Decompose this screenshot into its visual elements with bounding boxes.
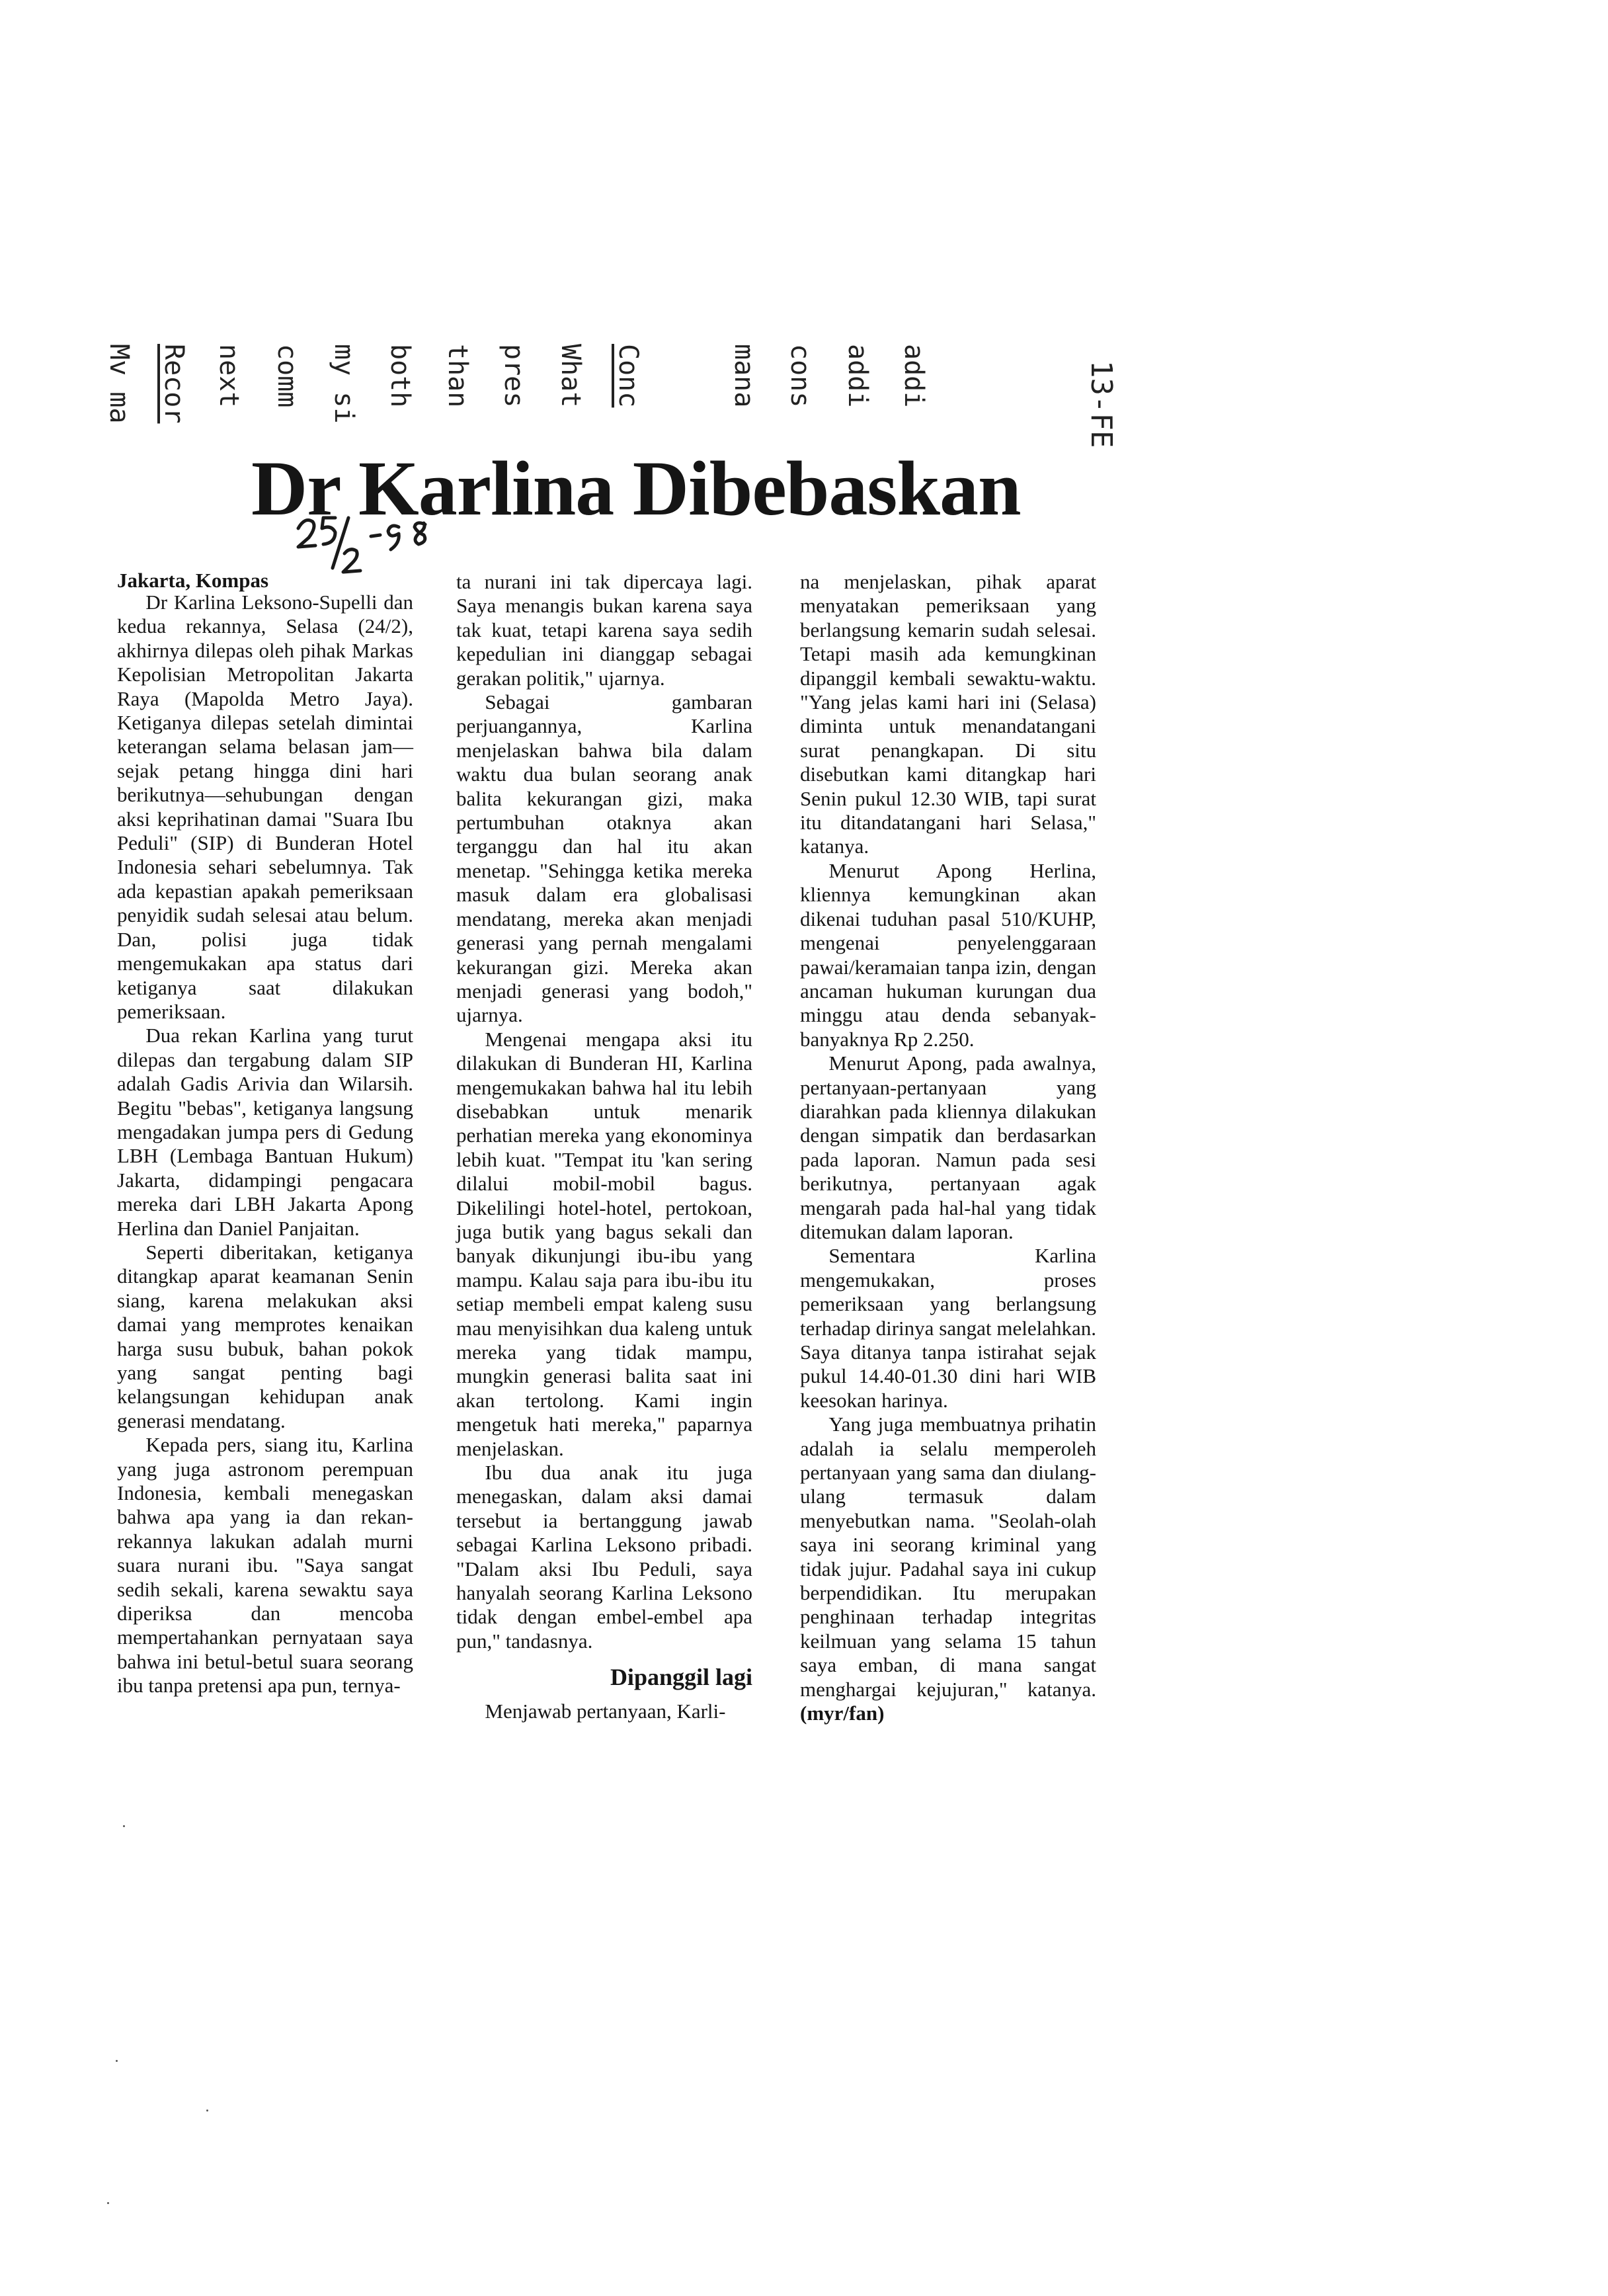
- bleed-through-strip: Conc: [613, 344, 643, 408]
- paragraph: Menurut Apong, pada awalnya, pertanyaan-pertanyaan yang diarahkan pada kliennya dilakukan dengan simpatik dan berdasarkan pada laporan. Namun pada sesi berikutnya, pertanyaan agak mengarah pada hal-hal yang tidak ditemukan dalam laporan.: [800, 1051, 1096, 1243]
- bleed-through-strip: pres: [499, 344, 529, 408]
- bleed-through-strip: comm: [272, 344, 302, 408]
- scan-speck: [116, 2060, 118, 2062]
- paragraph: Sebagai gambaran perjuangannya, Karlina menjelaskan bahwa bila dalam waktu dua bulan seorang anak balita kekurangan gizi, maka pertumbuhan otaknya akan terganggu dan hal itu akan menetap. "Sehingga ketika mereka masuk dalam era globalisasi mendatang, mereka akan menjadi generasi yang pernah mengalami kekurangan gizi. Mereka akan menjadi generasi yang bodoh," ujarnya.: [456, 690, 752, 1027]
- bleed-through-stamp: 13-FE: [1084, 360, 1118, 448]
- paragraph: Mengenai mengapa aksi itu dilakukan di Bunderan HI, Karlina mengemukakan bahwa hal itu lebih disebabkan untuk menarik perhatian mereka yang ekonominya lebih kuat. "Tempat itu 'kan sering dilalui mobil-mobil bagus. Dikelilingi hotel-hotel, pertokoan, juga butik yang bagus sekali dan banyak dikunjungi ibu-ibu yang mampu. Kalau saja para ibu-ibu itu setiap membeli empat kaleng susu mau menyisihkan dua kaleng untuk mereka yang tidak mampu, mungkin generasi balita saat ini akan tertolong. Kami ingin mengetuk hati mereka," paparnya menjelaskan.: [456, 1027, 752, 1460]
- bleed-through-strip: addi: [842, 344, 873, 408]
- paragraph: Menjawab pertanyaan, Karli-: [485, 1700, 726, 1723]
- bleed-through-strip: both: [385, 344, 415, 408]
- paragraph: [800, 1413, 1096, 1725]
- bleed-through-strip: Recor: [159, 344, 189, 424]
- article-headline: Dr Karlina Dibebaskan: [251, 445, 1021, 532]
- scan-speck: [206, 2110, 208, 2112]
- paragraph: Menurut Apong Herlina, kliennya kemungkinan akan dikenai tuduhan pasal 510/KUHP, mengenai penyelenggaraan pawai/keramaian tanpa izin, dengan ancaman hukuman kurungan dua minggu atau denda sebanyak-banyaknya Rp 2.250.: [800, 858, 1096, 1051]
- paragraph: Seperti diberitakan, ketiganya ditangkap aparat keamanan Senin siang, karena melakukan aksi damai yang memprotes kenaikan harga susu bubuk, bahan pokok yang sangat penting bagi kelangsungan kehidupan anak generasi mendatang.: [117, 1240, 413, 1432]
- paragraph: Sementara Karlina mengemukakan, proses pemeriksaan yang berlangsung terhadap dirinya sangat melelahkan. Saya ditanya tanpa istirahat sejak pukul 14.40-01.30 dini hari WIB keesokan harinya.: [800, 1244, 1096, 1412]
- paragraph: Ibu dua anak itu juga menegaskan, dalam aksi damai tersebut ia bertanggung jawab sebagai Karlina Leksono pribadi. "Dalam aksi Ibu Peduli, saya hanyalah seorang Karlina Leksono tidak dengan embel-embel apa pun," tandasnya.: [456, 1461, 752, 1653]
- bleed-through-strip: next: [214, 344, 244, 408]
- article-dateline: Jakarta, Kompas: [117, 569, 269, 592]
- bleed-through-strip: What: [555, 344, 586, 408]
- paragraph: ta nurani ini tak dipercaya lagi. Saya menangis bukan karena saya tak kuat, tetapi karena saya sedih kepedulian ini dianggap sebagai gerakan politik," ujarnya.: [456, 570, 752, 690]
- author-credit: (myr/fan): [800, 1702, 885, 1725]
- paragraph: Dua rekan Karlina yang turut dilepas dan tergabung dalam SIP adalah Gadis Arivia dan Wilarsih. Begitu "bebas", ketiganya langsung mengadakan jumpa pers di Gedung LBH (Lembaga Bantuan Hukum) Jakarta, didampingi pengacara mereka dari LBH Jakarta Apong Herlina dan Daniel Panjaitan.: [117, 1024, 413, 1240]
- bleed-through-strip: cons: [785, 344, 815, 408]
- bleed-through-strip: my si: [329, 344, 359, 424]
- scan-speck: [107, 2202, 109, 2204]
- bleed-through-strip: than: [442, 344, 473, 408]
- article-column-2: [456, 570, 752, 1724]
- article-column-3: [800, 570, 1096, 1726]
- paragraph: na menjelaskan, pihak aparat menyatakan pemeriksaan yang berlangsung kemarin sudah selesai. Tetapi masih ada kemungkinan dipanggil kembali sewaktu-waktu. "Yang jelas kami hari ini (Selasa) diminta untuk menandatangani surat penangkapan. Di situ disebutkan kami ditangkap hari Senin pukul 12.30 WIB, tapi surat itu ditandatangani hari Selasa," katanya.: [800, 570, 1096, 858]
- section-subhead: Dipanggil lagi: [610, 1664, 752, 1691]
- paragraph-text: Yang juga membuatnya prihatin adalah ia selalu memperoleh pertanyaan yang sama dan diulang-ulang termasuk dalam menyebutkan nama. "Seolah-olah saya ini seorang kriminal yang tidak jujur. Padahal saya ini cukup berpendidikan. Itu merupakan penghinaan terhadap integritas keilmuan yang selama 15 tahun saya emban, di mana sangat menghargai kejujuran," katanya.: [800, 1413, 1096, 1701]
- paragraph: Kepada pers, siang itu, Karlina yang juga astronom perempuan Indonesia, kembali menegaskan bahwa apa yang ia dan rekan-rekannya lakukan adalah murni suara nurani ibu. "Saya sangat sedih sekali, karena sewaktu saya diperiksa dan mencoba mempertahankan pernyataan saya bahwa ini betul-betul suara seorang ibu tanpa pretensi apa pun, ternya-: [117, 1433, 413, 1698]
- bleed-through-strip: mana: [729, 344, 759, 408]
- bleed-through-strip: Mv ma: [104, 344, 134, 424]
- scan-speck: [123, 1825, 125, 1827]
- paragraph: Dr Karlina Leksono-Supelli dan kedua rekannya, Selasa (24/2), akhirnya dilepas oleh pihak Markas Kepolisian Metropolitan Jakarta Raya (Mapolda Metro Jaya). Ketiganya dilepas setelah dimintai keterangan selama belasan jam—sejak petang hingga dini hari berikutnya—sehubungan dengan aksi keprihatinan damai "Suara Ibu Peduli" (SIP) di Bunderan Hotel Indonesia sehari sebelumnya. Tak ada kepastian apakah pemeriksaan penyidik sudah selesai atau belum. Dan, polisi juga tidak mengemukakan apa status dari ketiganya saat dilakukan pemeriksaan.: [117, 591, 413, 1023]
- article-column-1: [117, 591, 413, 1698]
- bleed-through-strip: addi: [899, 344, 929, 408]
